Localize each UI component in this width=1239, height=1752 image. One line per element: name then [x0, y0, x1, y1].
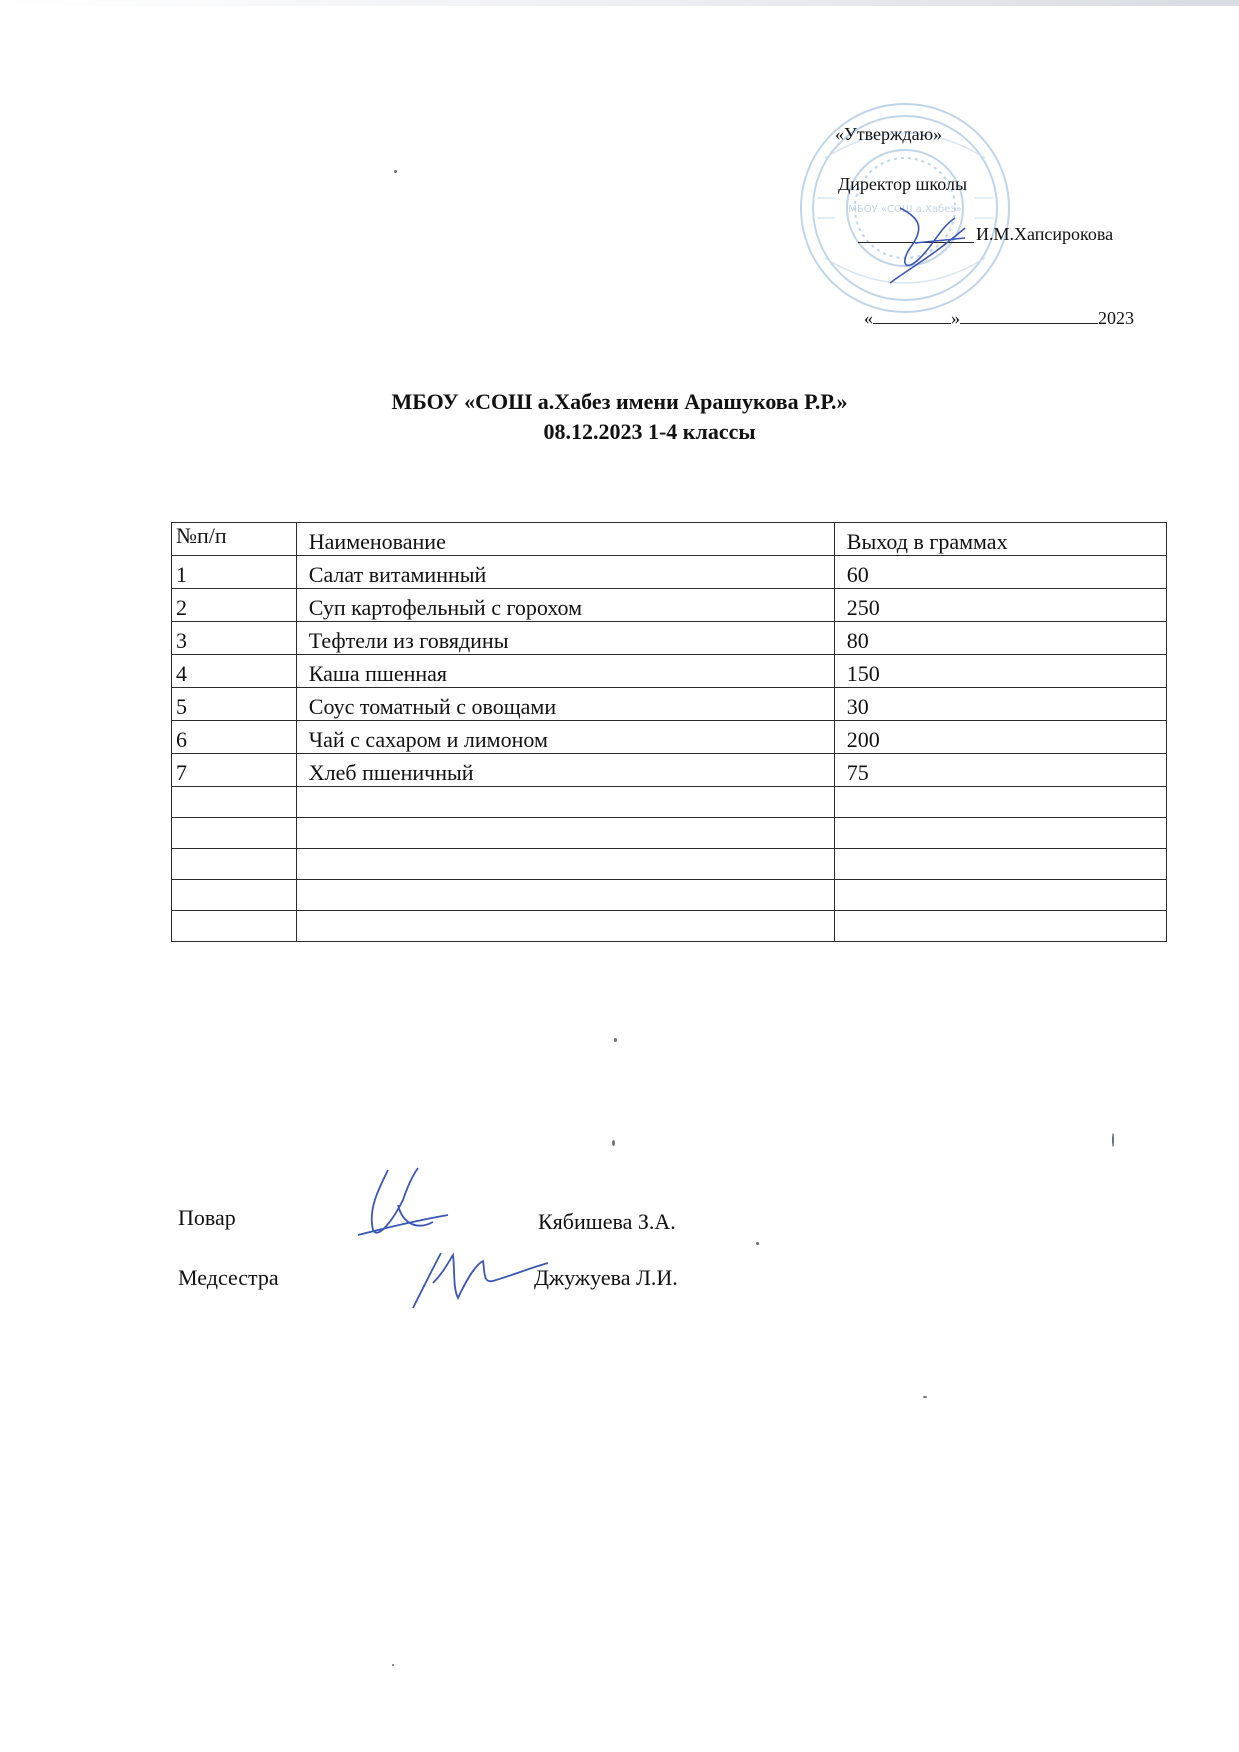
table-row [172, 655, 1167, 688]
scan-speck [1112, 1133, 1114, 1147]
signatures-block [178, 1195, 878, 1315]
dish-name: Суп картофельный с горохом [296, 589, 834, 622]
scan-speck [614, 1038, 617, 1042]
empty-cell [296, 911, 834, 942]
empty-cell [172, 849, 297, 880]
empty-table-row [172, 911, 1167, 942]
empty-cell [296, 849, 834, 880]
cook-signature [348, 1160, 468, 1250]
approval-block [780, 118, 1180, 338]
scan-speck [756, 1242, 759, 1245]
empty-cell [296, 818, 834, 849]
dish-output: 75 [834, 754, 1166, 787]
date-year: 2023 [1098, 308, 1134, 328]
empty-cell [172, 880, 297, 911]
date-day-blank [873, 309, 951, 324]
column-header-name: Наименование [296, 523, 834, 556]
nurse-signature [403, 1243, 553, 1313]
approval-date [864, 308, 1134, 329]
empty-table-row [172, 849, 1167, 880]
empty-table-row [172, 787, 1167, 818]
dish-name: Хлеб пшеничный [296, 754, 834, 787]
empty-cell [834, 849, 1166, 880]
row-number: 7 [172, 754, 297, 787]
nurse-name: Джужуева Л.И. [534, 1265, 678, 1290]
date-and-classes: 08.12.2023 1-4 классы [543, 419, 756, 444]
empty-cell [296, 787, 834, 818]
dish-output: 80 [834, 622, 1166, 655]
empty-cell [834, 787, 1166, 818]
row-number: 5 [172, 688, 297, 721]
director-signature [870, 188, 980, 298]
table-header-row [172, 523, 1167, 556]
school-title: МБОУ «СОШ а.Хабез имени Арашукова Р.Р.» [391, 389, 848, 414]
row-number: 2 [172, 589, 297, 622]
row-number: 4 [172, 655, 297, 688]
dish-name: Соус томатный с овощами [296, 688, 834, 721]
document-header [0, 387, 1239, 447]
dish-name: Чай с сахаром и лимоном [296, 721, 834, 754]
dish-output: 30 [834, 688, 1166, 721]
column-header-output: Выход в граммах [834, 523, 1166, 556]
director-position: Директор школы [838, 174, 968, 194]
empty-cell [834, 818, 1166, 849]
empty-table-row [172, 880, 1167, 911]
scan-edge [0, 0, 1239, 6]
row-number: 1 [172, 556, 297, 589]
dish-output: 200 [834, 721, 1166, 754]
table-row [172, 556, 1167, 589]
director-name: И.М.Хапсирокова [976, 224, 1114, 244]
empty-cell [172, 787, 297, 818]
dish-output: 150 [834, 655, 1166, 688]
nurse-role: Медсестра [178, 1265, 279, 1290]
table-row [172, 622, 1167, 655]
empty-cell [834, 911, 1166, 942]
scan-speck [394, 170, 397, 173]
scan-speck [612, 1140, 615, 1146]
cook-role: Повар [178, 1205, 236, 1230]
dish-output: 60 [834, 556, 1166, 589]
empty-cell [172, 818, 297, 849]
empty-table-row [172, 818, 1167, 849]
cook-name: Кябишева З.А. [538, 1209, 676, 1234]
stamp-text: МБОУ «СОШ а.Хабез» [848, 204, 962, 215]
column-header-number: №п/п [172, 523, 297, 556]
dish-name: Салат витаминный [296, 556, 834, 589]
row-number: 3 [172, 622, 297, 655]
empty-cell [834, 880, 1166, 911]
dish-output: 250 [834, 589, 1166, 622]
table-row [172, 688, 1167, 721]
table-row [172, 754, 1167, 787]
row-number: 6 [172, 721, 297, 754]
empty-cell [296, 880, 834, 911]
dish-name: Каша пшенная [296, 655, 834, 688]
scan-speck [923, 1396, 927, 1398]
date-open-quote: « [864, 308, 873, 328]
dish-name: Тефтели из говядины [296, 622, 834, 655]
scan-speck [392, 1664, 394, 1666]
approve-title: «Утверждаю» [835, 124, 943, 144]
date-close-quote: » [951, 308, 960, 328]
date-month-blank [960, 309, 1098, 324]
menu-table [171, 522, 1167, 942]
empty-cell [172, 911, 297, 942]
table-row [172, 589, 1167, 622]
table-row [172, 721, 1167, 754]
